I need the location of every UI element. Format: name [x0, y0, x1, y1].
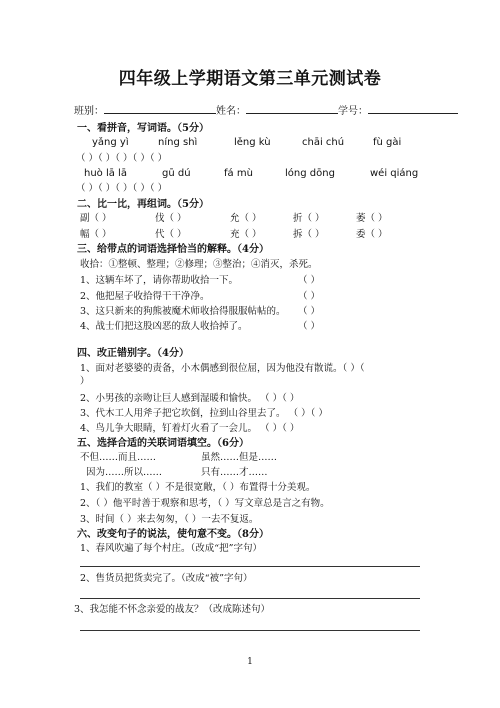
s3-item-2: 2、他把屋子收拾得干干净净。 [80, 291, 210, 302]
name-field[interactable] [246, 103, 338, 114]
section1-heading: 一、看拼音，写词语。（5分） [77, 123, 209, 134]
compare-1-2: 伐（ ） [155, 213, 187, 224]
s5-item-2: 2、（ ）他平时善于观察和思考，（ ）写文章总是言之有物。 [80, 498, 330, 509]
conjunction-1: 不但……而且…… [80, 452, 157, 463]
s4-item-3: 3、代木工人用斧子把它坎倒，拉到山谷里去了。 （ ）（ ） [80, 408, 328, 419]
conjunction-4: 只有……才…… [201, 467, 268, 478]
pinyin-2-5: wéi qiáng [370, 168, 419, 179]
page-number: 1 [247, 657, 253, 667]
section5-heading: 五、选择合适的关联词语填空。（6分） [77, 438, 249, 449]
s3-answer-1[interactable]: （ ） [298, 275, 321, 286]
s5-item-1: 1、我们的教室（ ）不是很宽敞，（ ）布置得十分美观。 [80, 482, 316, 493]
s4-item-2: 2、小男孩的亲吻让巨人感到湿暖和愉快。 （ ）（ ） [80, 393, 300, 404]
pinyin-2-1: huò lā lā [84, 168, 127, 179]
conjunction-3: 因为……所以…… [86, 467, 163, 478]
compare-2-3: 充（ ） [230, 229, 262, 240]
pinyin-2-3: fá mù [224, 168, 253, 179]
s3-answer-4[interactable]: （ ） [298, 321, 321, 332]
compare-1-4: 折（ ） [293, 213, 325, 224]
class-field[interactable] [104, 103, 216, 114]
page-title: 四年级上学期语文第三单元测试卷 [118, 69, 382, 89]
id-label: 学号： [338, 106, 368, 117]
s4-item-4: 4、鸟儿争大眼睛，钉着灯火看了一会儿。 （ ）（ ） [80, 423, 300, 434]
info-line [74, 103, 458, 118]
pinyin-1-2: níng shì [158, 137, 198, 148]
compare-2-2: 代（ ） [155, 229, 187, 240]
s3-item-1: 1、这辆车坏了，请你帮助收拾一下。 [80, 275, 239, 286]
section6-heading: 六、改变句子的说法，使句意不变。（8分） [77, 529, 269, 540]
s4-item-1: 1、面对老婆婆的责备，小木偶感到很位屈，因为他没有散谎。（ ）（ [80, 363, 365, 374]
s3-answer-2[interactable]: （ ） [298, 291, 321, 302]
s6-item-2: 2、售货员把货卖完了。（改成“被”字句） [80, 573, 253, 584]
pinyin-1-3: lěng kù [234, 137, 271, 148]
compare-1-3: 允（ ） [230, 213, 262, 224]
pinyin-2-4: lóng dōng [285, 168, 335, 179]
answer-parens-row2[interactable]: （ ）（ ）（ ）（ ）（ ） [76, 183, 168, 194]
compare-1-5: 萎（ ） [356, 213, 388, 224]
compare-2-1: 幅（ ） [80, 229, 112, 240]
s6-answer-line-2[interactable] [80, 598, 420, 599]
section2-heading: 二、比一比，再组词。（5分） [77, 199, 209, 210]
id-field[interactable] [368, 103, 458, 114]
section3-heading: 三、给带点的词语选择恰当的解释。（4分） [77, 244, 269, 255]
s6-item-3: 3、我怎能不怀念亲爱的战友？（改成陈述句） [74, 604, 271, 615]
s3-item-3: 3、这只新来的狗熊被魔术师收拾得服服帖帖的。 [80, 306, 286, 317]
name-label: 姓名： [216, 106, 246, 117]
s3-answer-3[interactable]: （ ） [298, 306, 321, 317]
compare-1-1: 副（ ） [80, 213, 112, 224]
pinyin-1-1: yǎng yì [92, 137, 129, 148]
compare-2-4: 拆（ ） [293, 229, 325, 240]
s6-item-1: 1、春风吹遍了每个村庄。（改成“把”字句） [80, 543, 263, 554]
pinyin-1-4: chāi chú [302, 137, 345, 148]
section4-heading: 四、改正错别字。（4分） [77, 348, 189, 359]
class-label: 班别： [74, 106, 104, 117]
s6-answer-line-1[interactable] [80, 566, 420, 567]
conjunction-2: 虽然……但是…… [201, 452, 278, 463]
s5-item-3: 3、时间（ ）来去匆匆，（ ）一去不复返。 [80, 514, 259, 525]
pinyin-2-2: gū dú [162, 168, 191, 179]
pinyin-1-5: fù gài [373, 137, 402, 148]
definition-options: 收拾：①整顿、整理；②修理；③整治；④消灭，杀死。 [80, 259, 318, 270]
s3-item-4: 4、战士们把这股凶恶的敌人收拾掉了。 [80, 321, 248, 332]
s4-item-1-cont: ） [80, 376, 90, 387]
s6-answer-line-3[interactable] [80, 630, 420, 631]
answer-parens-row1[interactable]: （ ）（ ）（ ）（ ）（ ） [76, 153, 168, 164]
compare-2-5: 委（ ） [356, 229, 388, 240]
